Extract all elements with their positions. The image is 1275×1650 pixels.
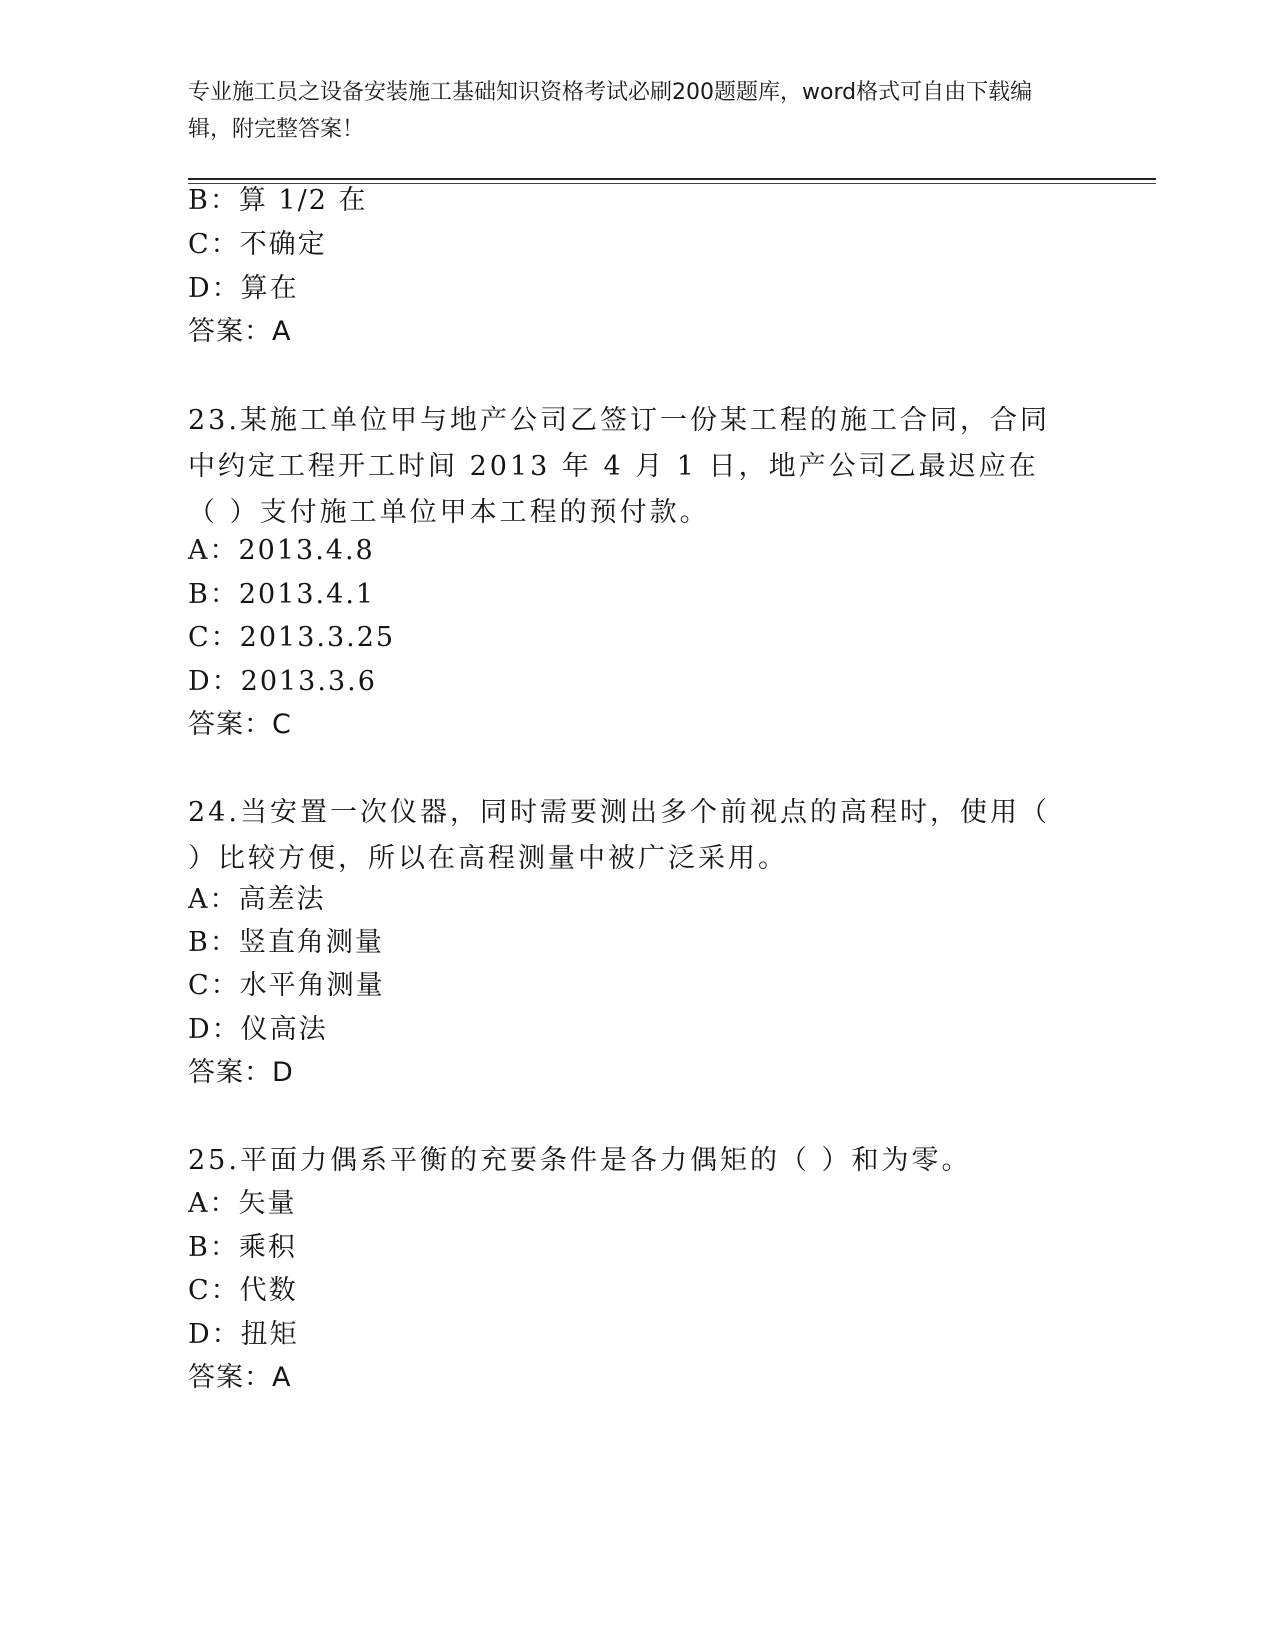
question-24-option-a: A：高差法 [188,884,326,915]
option-c: C：不确定 [188,229,327,260]
question-24-option-b: B：竖直角测量 [188,927,384,958]
question-24-option-c: C：水平角测量 [188,970,385,1001]
question-25-option-a: A：矢量 [188,1188,297,1219]
question-23-option-b: B：2013.4.1 [188,579,376,610]
answer-line: 答案：A [188,316,292,347]
question-23-option-a: A：2013.4.8 [188,535,375,566]
question-25-option-c: C：代数 [188,1275,298,1306]
question-23-option-d: D：2013.3.6 [188,666,377,697]
question-24-stem: 24.当安置一次仪器，同时需要测出多个前视点的高程时，使用（ ）比较方便，所以在高程测量中被广泛采用。 [188,797,1050,874]
question-24-option-d: D：仪高法 [188,1014,328,1045]
option-b: B：算 1/2 在 [188,185,368,216]
option-d: D：算在 [188,273,299,304]
question-23-stem: 23.某施工单位甲与地产公司乙签订一份某工程的施工合同，合同中约定工程开工时间 2013 年 4 月 1 日，地产公司乙最迟应在（ ）支付施工单位甲本工程的预付款。 [188,405,1050,528]
question-24-answer: 答案：D [188,1057,294,1088]
document-header: 专业施工员之设备安装施工基础知识资格考试必刷200题题库，word格式可自由下载编辑，附完整答案！ [188,80,1033,142]
question-25-option-b: B：乘积 [188,1232,297,1263]
question-25-answer: 答案：A [188,1362,292,1393]
question-23-answer: 答案：C [188,709,292,740]
question-25-option-d: D：扭矩 [188,1319,299,1350]
question-23-option-c: C：2013.3.25 [188,622,396,653]
question-25-stem: 25.平面力偶系平衡的充要条件是各力偶矩的（ ）和为零。 [188,1145,972,1176]
